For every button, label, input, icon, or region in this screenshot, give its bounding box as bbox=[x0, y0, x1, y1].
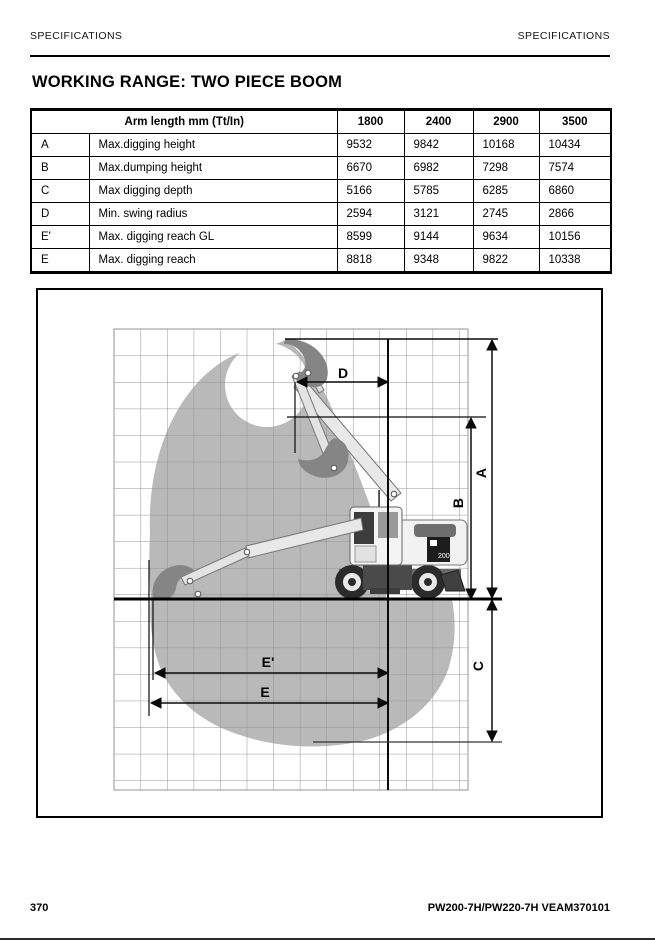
value-1800: 9532 bbox=[337, 134, 404, 157]
label-e: E bbox=[260, 684, 270, 700]
label-a: A bbox=[473, 467, 489, 479]
value-1800: 8818 bbox=[337, 249, 404, 273]
page-title: WORKING RANGE: TWO PIECE BOOM bbox=[32, 73, 343, 91]
working-range-diagram bbox=[36, 288, 603, 818]
row-key: E bbox=[31, 249, 89, 273]
value-2900: 9822 bbox=[473, 249, 539, 273]
value-2400: 9348 bbox=[404, 249, 473, 273]
arm-length-col-2: 2900 bbox=[473, 110, 539, 134]
row-key: B bbox=[31, 157, 89, 180]
value-3500: 2866 bbox=[539, 203, 611, 226]
table-row bbox=[31, 249, 611, 273]
page-number: 370 bbox=[30, 902, 49, 914]
row-label: Max.digging height bbox=[89, 134, 337, 157]
value-2900: 10168 bbox=[473, 134, 539, 157]
value-3500: 6860 bbox=[539, 180, 611, 203]
value-3500: 7574 bbox=[539, 157, 611, 180]
value-2400: 9842 bbox=[404, 134, 473, 157]
value-2900: 9634 bbox=[473, 226, 539, 249]
row-key: A bbox=[31, 134, 89, 157]
value-2400: 5785 bbox=[404, 180, 473, 203]
row-label: Min. swing radius bbox=[89, 203, 337, 226]
value-2400: 6982 bbox=[404, 157, 473, 180]
value-2400: 3121 bbox=[404, 203, 473, 226]
arm-length-col-0: 1800 bbox=[337, 110, 404, 134]
value-3500: 10156 bbox=[539, 226, 611, 249]
value-3500: 10434 bbox=[539, 134, 611, 157]
row-key: D bbox=[31, 203, 89, 226]
label-c: C bbox=[470, 660, 486, 672]
label-b: B bbox=[450, 497, 466, 509]
table-body bbox=[31, 134, 611, 273]
value-1800: 5166 bbox=[337, 180, 404, 203]
row-label: Max digging depth bbox=[89, 180, 337, 203]
value-3500: 10338 bbox=[539, 249, 611, 273]
arm-length-col-1: 2400 bbox=[404, 110, 473, 134]
label-e-prime: E' bbox=[261, 654, 275, 670]
value-2900: 6285 bbox=[473, 180, 539, 203]
label-d: D bbox=[337, 365, 349, 381]
machine-badge: 200 bbox=[438, 553, 450, 560]
arm-length-header: Arm length mm (Tt/In) bbox=[31, 110, 337, 134]
table-row bbox=[31, 180, 611, 203]
value-2900: 2745 bbox=[473, 203, 539, 226]
table-row bbox=[31, 226, 611, 249]
table-row bbox=[31, 134, 611, 157]
row-key: E' bbox=[31, 226, 89, 249]
value-2900: 7298 bbox=[473, 157, 539, 180]
page-bottom-edge bbox=[0, 938, 655, 940]
working-range-figure bbox=[36, 288, 603, 818]
working-range-table bbox=[30, 108, 612, 274]
row-label: Max. digging reach bbox=[89, 249, 337, 273]
table-row bbox=[31, 203, 611, 226]
cab-door bbox=[355, 546, 376, 562]
running-header-left: SPECIFICATIONS bbox=[30, 30, 123, 42]
row-label: Max.dumping height bbox=[89, 157, 337, 180]
arm-length-col-3: 3500 bbox=[539, 110, 611, 134]
value-2400: 9144 bbox=[404, 226, 473, 249]
value-1800: 6670 bbox=[337, 157, 404, 180]
running-header-right: SPECIFICATIONS bbox=[517, 30, 610, 42]
table-head bbox=[31, 110, 611, 134]
engine-hood bbox=[414, 524, 456, 537]
row-key: C bbox=[31, 180, 89, 203]
value-1800: 2594 bbox=[337, 203, 404, 226]
header-rule bbox=[30, 55, 610, 57]
value-1800: 8599 bbox=[337, 226, 404, 249]
row-label: Max. digging reach GL bbox=[89, 226, 337, 249]
table-row bbox=[31, 157, 611, 180]
document-code: PW200-7H/PW220-7H VEAM370101 bbox=[427, 902, 610, 914]
